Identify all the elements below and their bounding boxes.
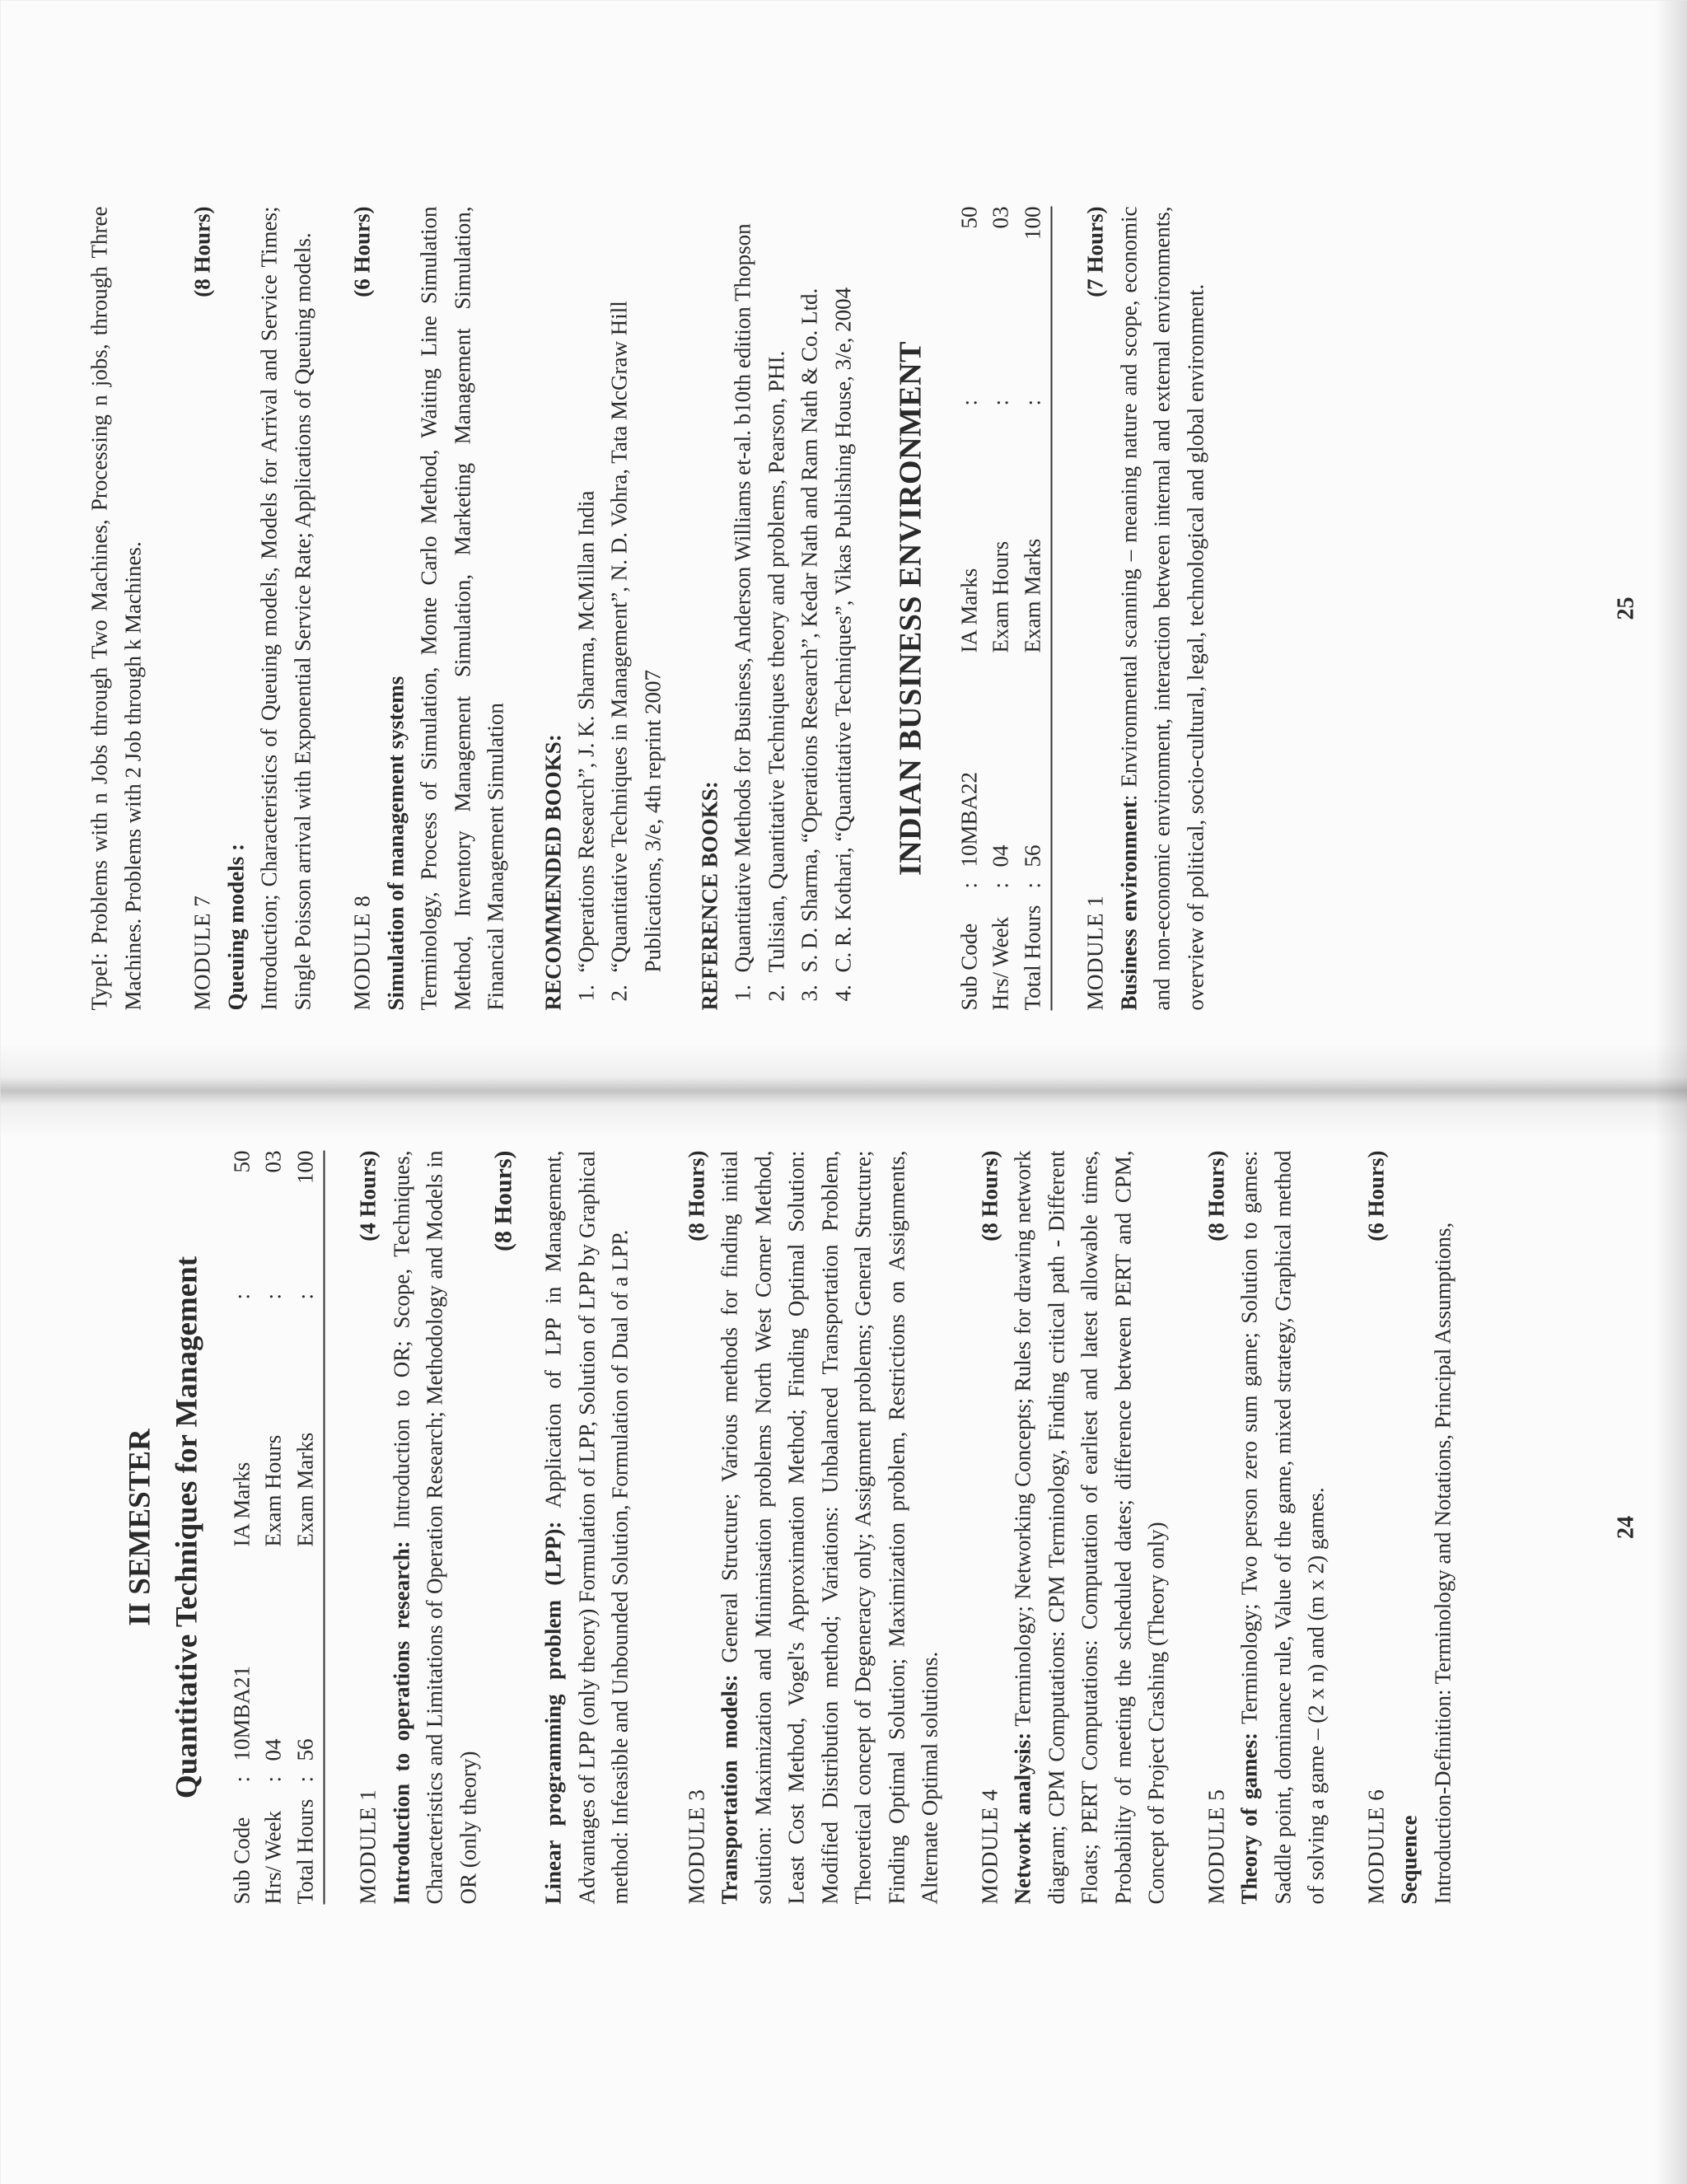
module-7 — [185, 206, 319, 1010]
meta-key: Hrs/ Week — [988, 916, 1013, 1010]
module-lead: Transportation models: — [717, 1673, 742, 1904]
page-24 — [0, 1092, 1687, 2184]
module-text: : Environmental scanning – meaning nature and scope, economic and non-economic environment, interaction between internal and external environments, overview of political, socio-cultural, legal, technological and global environment. — [1115, 205, 1208, 1010]
meta-row — [226, 1150, 257, 1904]
book-item: 1. “Operations Research”, J. K. Sharma, McMillan India — [569, 206, 603, 979]
meta-value: 04 — [260, 1738, 286, 1761]
meta-colon: : — [289, 1271, 324, 1299]
meta-row — [1016, 206, 1051, 1010]
meta-colon: : — [260, 1293, 286, 1299]
module-label: MODULE 5 — [1203, 1789, 1228, 1904]
module-label: MODULE 1 — [1082, 895, 1108, 1010]
meta-colon: : — [260, 1775, 286, 1782]
module-text: Terminology, Process of Simulation, Monte Carlo Method, Waiting Line Simulation Method, Inventory Management Simulation, Marketing Management Simulation, Financial Management Simulation — [416, 206, 507, 1010]
module-label: MODULE 4 — [976, 1789, 1002, 1904]
book-item: 1. Quantitative Methods for Business, Anderson Williams et-al. b10th edition Thopson — [726, 206, 759, 979]
module-label: MODULE 1 — [355, 1789, 381, 1904]
ibe-module-1 — [1078, 206, 1212, 1010]
meta-value: 100 — [289, 1150, 324, 1271]
subject-meta-table — [226, 1150, 325, 1904]
meta-colon: : — [956, 399, 981, 405]
module-lead: Introduction to operations research: — [388, 1540, 414, 1904]
module-lead: Theory of games: — [1236, 1732, 1262, 1904]
meta-key: Sub Code — [229, 1817, 254, 1904]
meta-value: 03 — [260, 1150, 286, 1172]
module-hours: (6 Hours) — [349, 206, 374, 297]
module-body — [536, 1150, 637, 1904]
module-hours: (4 Hours) — [355, 1150, 381, 1242]
module-hours: (8 Hours) — [683, 1150, 708, 1242]
meta-colon: : — [988, 399, 1013, 405]
module-4 — [973, 1150, 1173, 1904]
module-2 — [536, 1150, 637, 1904]
book-item: 3. S. D. Sharma, “Operations Research”, Kedar Nath and Ram Nath & Co. Ltd. — [792, 206, 826, 979]
reference-books-heading: REFERENCE BOOKS: — [697, 780, 722, 1010]
semester-heading: II SEMESTER — [123, 1428, 157, 1626]
meta-value: 03 — [988, 206, 1013, 228]
meta-colon: : — [229, 1775, 254, 1782]
recommended-books-list — [569, 206, 670, 1010]
meta-value: 04 — [988, 844, 1013, 867]
module-body — [713, 1150, 946, 1904]
meta-key: Total Hours — [1016, 888, 1051, 1010]
module-body — [1006, 1150, 1173, 1904]
meta-key: Sub Code — [956, 923, 981, 1010]
meta-colon: : — [1016, 867, 1051, 888]
module-body — [1112, 206, 1213, 1010]
meta-key: Hrs/ Week — [260, 1810, 286, 1904]
module-hours: (7 Hours) — [1082, 206, 1108, 297]
module-hours: (6 Hours) — [1362, 1150, 1388, 1242]
meta-colon: : — [988, 882, 1013, 888]
reference-books-list — [726, 206, 859, 1010]
meta-key: IA Marks — [229, 1461, 254, 1546]
module-lead: Business environment — [1115, 800, 1141, 1010]
book-item: 2. “Quantitative Techniques in Management”, N. D. Vohra, Tata McGraw Hill Publications, 3/e, 4th reprint 2007 — [602, 206, 669, 979]
meta-key: Exam Hours — [260, 1434, 286, 1546]
module-subtitle: Simulation of management systems — [382, 676, 408, 1010]
module-text: Introduction to OR; Scope, Techniques, Characteristics and Limitations of Operation Research; Methodology and Models in OR (only theory) — [388, 1150, 480, 1904]
recommended-books-heading: RECOMMENDED BOOKS: — [540, 733, 565, 1010]
meta-row — [953, 206, 984, 1010]
module-body — [385, 1150, 485, 1904]
meta-value: 100 — [1016, 206, 1051, 377]
module-6 — [1359, 1150, 1460, 1904]
module-hours: (8 Hours) — [489, 1150, 517, 1251]
meta-colon: : — [289, 1761, 324, 1782]
meta-key: Total Hours — [289, 1782, 324, 1904]
meta-key: Exam Marks — [289, 1299, 324, 1546]
module-text: Terminology; Networking Concepts; Rules for drawing network diagram; CPM Computations: CPM Terminology, Finding critical path - Different Floats; PERT Computations: Computation of earliest and latest allowable times, Probability of meeting the scheduled dates; difference between PERT and CPM, Concept of Project Crashing (Theory only) — [1010, 1150, 1169, 1904]
module-label: MODULE 8 — [349, 895, 374, 1010]
module-3 — [680, 1150, 946, 1904]
meta-key: Exam Hours — [988, 540, 1013, 652]
module-lead: Linear programming problem (LPP): — [540, 1521, 566, 1904]
meta-value: 56 — [289, 1546, 324, 1761]
module-lead: Network analysis: — [1010, 1732, 1035, 1904]
module-subtitle: Queuing models : — [222, 843, 248, 1010]
module-text: Terminology; Two person zero sum game; Solution to games: Saddle point, dominance rule, Value of the game, mixed strategy, Graphical method of solving a game – (2 x n) and (m x 2) games. — [1236, 1150, 1329, 1904]
module-body — [1232, 1150, 1333, 1904]
meta-value: 10MBA22 — [956, 771, 981, 867]
subject-title: Quantitative Techniques for Management — [170, 1256, 203, 1798]
module-text: Introduction-Definition: Terminology and Notations, Principal Assumptions, — [1429, 1222, 1455, 1904]
meta-row — [984, 206, 1016, 1010]
module-label: MODULE 3 — [683, 1789, 708, 1904]
meta-colon: : — [229, 1293, 254, 1299]
subject-meta-table — [953, 206, 1052, 1010]
module-text: Introduction; Characteristics of Queuing models, Models for Arrival and Service Times; Single Poisson arrival with Exponential Service Rate; Applications of Queuing models. — [256, 206, 315, 1010]
meta-value: 50 — [956, 206, 981, 228]
section-title: INDIAN BUSINESS ENVIRONMENT — [893, 340, 928, 876]
module-label: MODULE 7 — [189, 895, 214, 1010]
book-item: 2. Tulisian, Quantitative Techniques theory and problems, Pearson, PHI. — [759, 206, 793, 979]
module-label: MODULE 6 — [1362, 1789, 1388, 1904]
meta-row — [289, 1150, 324, 1904]
module-subtitle: Sequence — [1396, 1815, 1422, 1904]
module-hours: (8 Hours) — [976, 1150, 1002, 1242]
meta-value: 56 — [1016, 652, 1051, 867]
book-item: 4. C. R. Kothari, “Quantitative Techniques”, Vikas Publishing House, 3/e, 2004 — [826, 206, 860, 979]
module-hours: (8 Hours) — [1203, 1150, 1228, 1242]
module-5 — [1199, 1150, 1333, 1904]
meta-value: 50 — [229, 1150, 254, 1172]
module-1 — [351, 1150, 521, 1904]
meta-colon: : — [956, 882, 981, 888]
page-number: 25 — [1613, 596, 1638, 620]
module-hours: (8 Hours) — [189, 206, 214, 297]
page-number: 24 — [1613, 1515, 1638, 1539]
meta-key: IA Marks — [956, 568, 981, 652]
module-text: TypeI: Problems with n Jobs through Two Machines, Processing n jobs, through Three Machines. Problems with 2 Job through k Machines. — [86, 206, 145, 1010]
module-8 — [345, 206, 512, 1010]
meta-row — [257, 1150, 288, 1904]
sequence-continuation — [82, 206, 149, 1010]
meta-colon: : — [1016, 377, 1051, 405]
meta-value: 10MBA21 — [229, 1665, 254, 1761]
page-shadow — [1654, 0, 1687, 2184]
module-text: Application of LPP in Management, Advantages of LPP (only theory) Formulation of LPP, Solution of LPP by Graphical method: Infeasible and Unbounded Solution, Formulation of Dual of a LPP. — [540, 1150, 633, 1904]
meta-key: Exam Marks — [1016, 405, 1051, 652]
module-text: General Structure; Various methods for finding initial solution: Maximization and Minimisation problems North West Corner Method, Least Cost Method, Vogel's Approximation Method; Finding Optimal Solution: Modified Distribution method; Variations: Unbalanced Transportation Problem, Theoretical concept of Degeneracy only; Assignment problems; General Structure; Finding Optimal Solution; Maximization problem, Restrictions on Assignments, Alternate Optimal solutions. — [717, 1150, 942, 1904]
